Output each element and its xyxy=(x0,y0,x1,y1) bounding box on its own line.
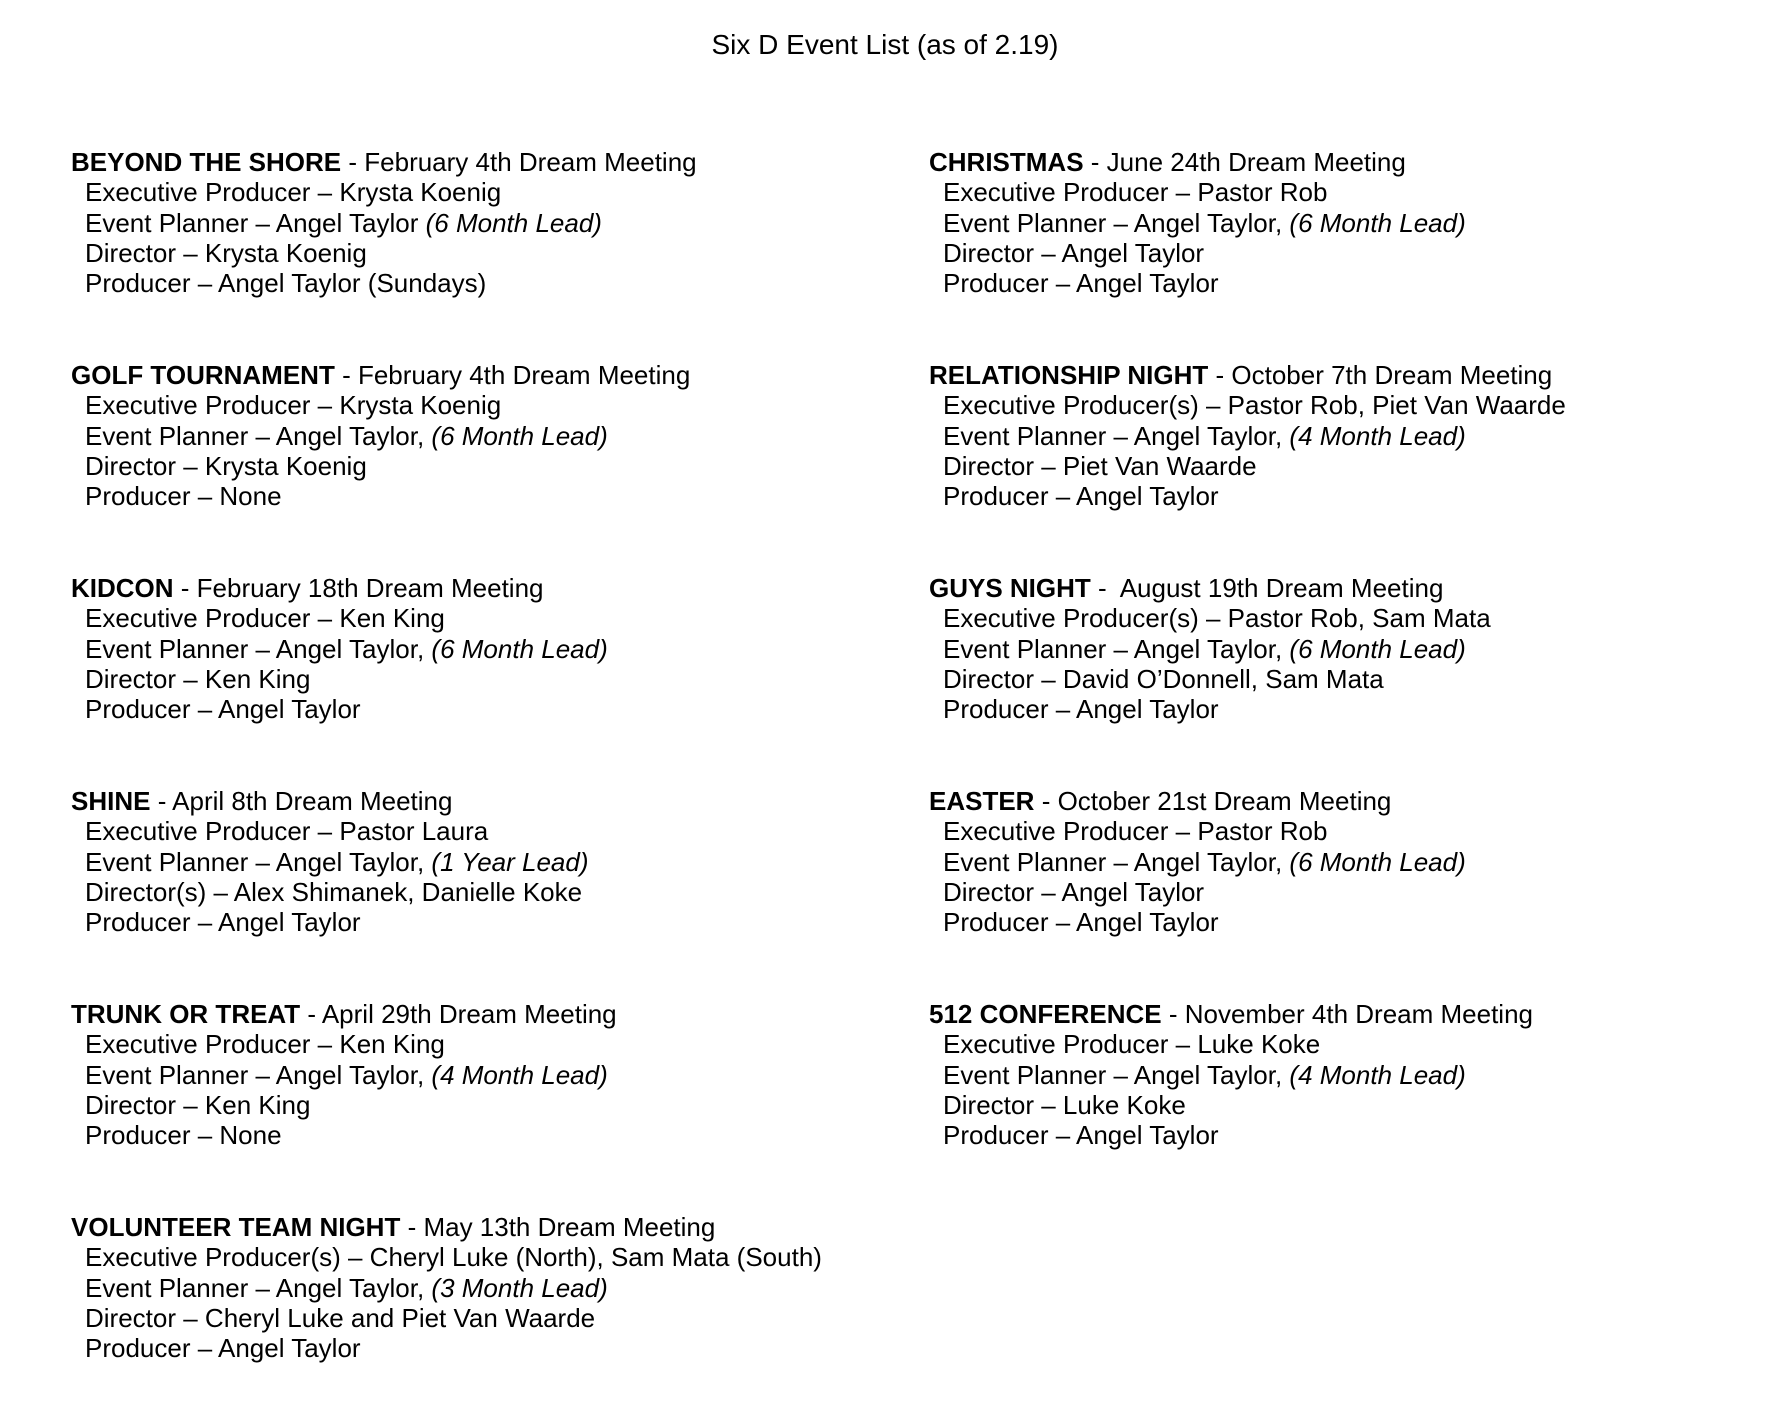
lead-time: (4 Month Lead) xyxy=(431,1059,608,1090)
executive-producer-line: Executive Producer – Krysta Koenig xyxy=(85,177,502,208)
event-planner-line xyxy=(71,421,871,451)
event-meeting: - October 7th Dream Meeting xyxy=(1208,359,1553,390)
director-line: Director – David O’Donnell, Sam Mata xyxy=(943,663,1384,694)
director-line: Director – Ken King xyxy=(85,663,311,694)
event-name: EASTER xyxy=(929,785,1035,816)
lead-time: (6 Month Lead) xyxy=(1289,846,1466,877)
producer-line: Producer – Angel Taylor (Sundays) xyxy=(85,268,487,299)
event-planner-line xyxy=(71,1060,871,1090)
event-planner-text: Event Planner – Angel Taylor, xyxy=(943,633,1290,664)
producer-line: Producer – Angel Taylor xyxy=(943,1120,1219,1151)
director-line: Director – Piet Van Waarde xyxy=(943,450,1257,481)
producer-line: Producer – Angel Taylor xyxy=(943,268,1219,299)
event-name: 512 CONFERENCE xyxy=(929,998,1162,1029)
event-name: GUYS NIGHT xyxy=(929,572,1091,603)
event-planner-text: Event Planner – Angel Taylor, xyxy=(85,1272,432,1303)
event-meeting: - October 21st Dream Meeting xyxy=(1034,785,1392,816)
director-line: Director – Ken King xyxy=(85,1089,311,1120)
event-meeting: - May 13th Dream Meeting xyxy=(400,1211,716,1242)
event-name: TRUNK OR TREAT xyxy=(71,998,301,1029)
event-header xyxy=(71,147,871,177)
event-name: VOLUNTEER TEAM NIGHT xyxy=(71,1211,401,1242)
event-meeting: - February 18th Dream Meeting xyxy=(173,572,544,603)
event-header xyxy=(71,573,871,603)
event-block xyxy=(929,999,1729,1150)
document-title: Six D Event List (as of 2.19) xyxy=(711,29,1059,60)
event-block xyxy=(71,147,871,298)
event-planner-line xyxy=(71,208,871,238)
event-planner-text: Event Planner – Angel Taylor, xyxy=(943,420,1290,451)
lead-time: (6 Month Lead) xyxy=(1289,633,1466,664)
producer-line: Producer – Angel Taylor xyxy=(85,694,361,725)
lead-time: (6 Month Lead) xyxy=(425,207,602,238)
event-name: CHRISTMAS xyxy=(929,147,1084,177)
event-header xyxy=(71,786,871,816)
event-block xyxy=(929,147,1729,298)
event-block xyxy=(929,573,1729,724)
event-meeting: - April 8th Dream Meeting xyxy=(150,785,453,816)
event-planner-text: Event Planner – Angel Taylor, xyxy=(85,846,432,877)
producer-line: Producer – None xyxy=(85,481,282,512)
event-name: SHINE xyxy=(71,785,151,816)
producer-line: Producer – Angel Taylor xyxy=(85,1333,361,1364)
event-name: RELATIONSHIP NIGHT xyxy=(929,359,1209,390)
director-line: Director – Luke Koke xyxy=(943,1089,1186,1120)
event-name: GOLF TOURNAMENT xyxy=(71,359,335,390)
event-block xyxy=(71,999,871,1150)
event-planner-line xyxy=(71,634,871,664)
event-block xyxy=(929,786,1729,937)
executive-producer-line: Executive Producer – Pastor Laura xyxy=(85,816,489,847)
event-header xyxy=(929,999,1729,1029)
event-planner-line xyxy=(929,1060,1729,1090)
director-line: Director(s) – Alex Shimanek, Danielle Koke xyxy=(85,876,583,907)
producer-line: Producer – Angel Taylor xyxy=(943,907,1219,938)
event-planner-line xyxy=(71,1273,871,1303)
producer-line: Producer – None xyxy=(85,1120,282,1151)
producer-line: Producer – Angel Taylor xyxy=(943,694,1219,725)
left-column xyxy=(71,147,871,1425)
event-planner-text: Event Planner – Angel Taylor, xyxy=(943,207,1290,238)
event-planner-line xyxy=(929,421,1729,451)
event-meeting: - February 4th Dream Meeting xyxy=(341,147,697,177)
event-meeting: - November 4th Dream Meeting xyxy=(1161,998,1533,1029)
event-meeting: - June 24th Dream Meeting xyxy=(1083,147,1406,177)
lead-time: (6 Month Lead) xyxy=(1289,207,1466,238)
executive-producer-line: Executive Producer – Ken King xyxy=(85,1029,445,1060)
event-header xyxy=(929,360,1729,390)
executive-producer-line: Executive Producer(s) – Pastor Rob, Piet Van Waarde xyxy=(943,390,1566,421)
event-header xyxy=(929,147,1729,177)
event-planner-line xyxy=(71,847,871,877)
event-block xyxy=(71,1212,871,1363)
event-planner-text: Event Planner – Angel Taylor, xyxy=(943,846,1290,877)
event-planner-text: Event Planner – Angel Taylor xyxy=(85,207,426,238)
event-meeting: - April 29th Dream Meeting xyxy=(300,998,617,1029)
executive-producer-line: Executive Producer – Ken King xyxy=(85,603,445,634)
director-line: Director – Cheryl Luke and Piet Van Waarde xyxy=(85,1302,596,1333)
director-line: Director – Angel Taylor xyxy=(943,876,1205,907)
right-column xyxy=(929,147,1729,1212)
lead-time: (3 Month Lead) xyxy=(431,1272,608,1303)
event-header xyxy=(71,360,871,390)
event-header xyxy=(929,573,1729,603)
event-meeting: - August 19th Dream Meeting xyxy=(1090,572,1444,603)
event-header xyxy=(929,786,1729,816)
executive-producer-line: Executive Producer – Luke Koke xyxy=(943,1029,1321,1060)
executive-producer-line: Executive Producer – Pastor Rob xyxy=(943,816,1328,847)
event-header xyxy=(71,999,871,1029)
event-planner-text: Event Planner – Angel Taylor, xyxy=(85,633,432,664)
event-planner-text: Event Planner – Angel Taylor, xyxy=(943,1059,1290,1090)
event-block xyxy=(71,360,871,511)
event-name: KIDCON xyxy=(71,572,174,603)
event-meeting: - February 4th Dream Meeting xyxy=(334,359,691,390)
executive-producer-line: Executive Producer(s) – Cheryl Luke (North), Sam Mata (South) xyxy=(85,1242,822,1273)
producer-line: Producer – Angel Taylor xyxy=(943,481,1219,512)
event-block xyxy=(929,360,1729,511)
executive-producer-line: Executive Producer – Pastor Rob xyxy=(943,177,1328,208)
event-planner-text: Event Planner – Angel Taylor, xyxy=(85,420,432,451)
event-name: BEYOND THE SHORE xyxy=(71,147,342,177)
director-line: Director – Angel Taylor xyxy=(943,237,1205,268)
executive-producer-line: Executive Producer(s) – Pastor Rob, Sam Mata xyxy=(943,603,1491,634)
director-line: Director – Krysta Koenig xyxy=(85,237,367,268)
event-planner-line xyxy=(929,634,1729,664)
event-planner-text: Event Planner – Angel Taylor, xyxy=(85,1059,432,1090)
director-line: Director – Krysta Koenig xyxy=(85,450,367,481)
event-header xyxy=(71,1212,871,1242)
lead-time: (1 Year Lead) xyxy=(431,846,589,877)
event-block xyxy=(71,573,871,724)
lead-time: (4 Month Lead) xyxy=(1289,420,1466,451)
lead-time: (6 Month Lead) xyxy=(431,633,608,664)
lead-time: (4 Month Lead) xyxy=(1289,1059,1466,1090)
event-planner-line xyxy=(929,208,1729,238)
executive-producer-line: Executive Producer – Krysta Koenig xyxy=(85,390,502,421)
event-block xyxy=(71,786,871,937)
event-planner-line xyxy=(929,847,1729,877)
producer-line: Producer – Angel Taylor xyxy=(85,907,361,938)
lead-time: (6 Month Lead) xyxy=(431,420,608,451)
